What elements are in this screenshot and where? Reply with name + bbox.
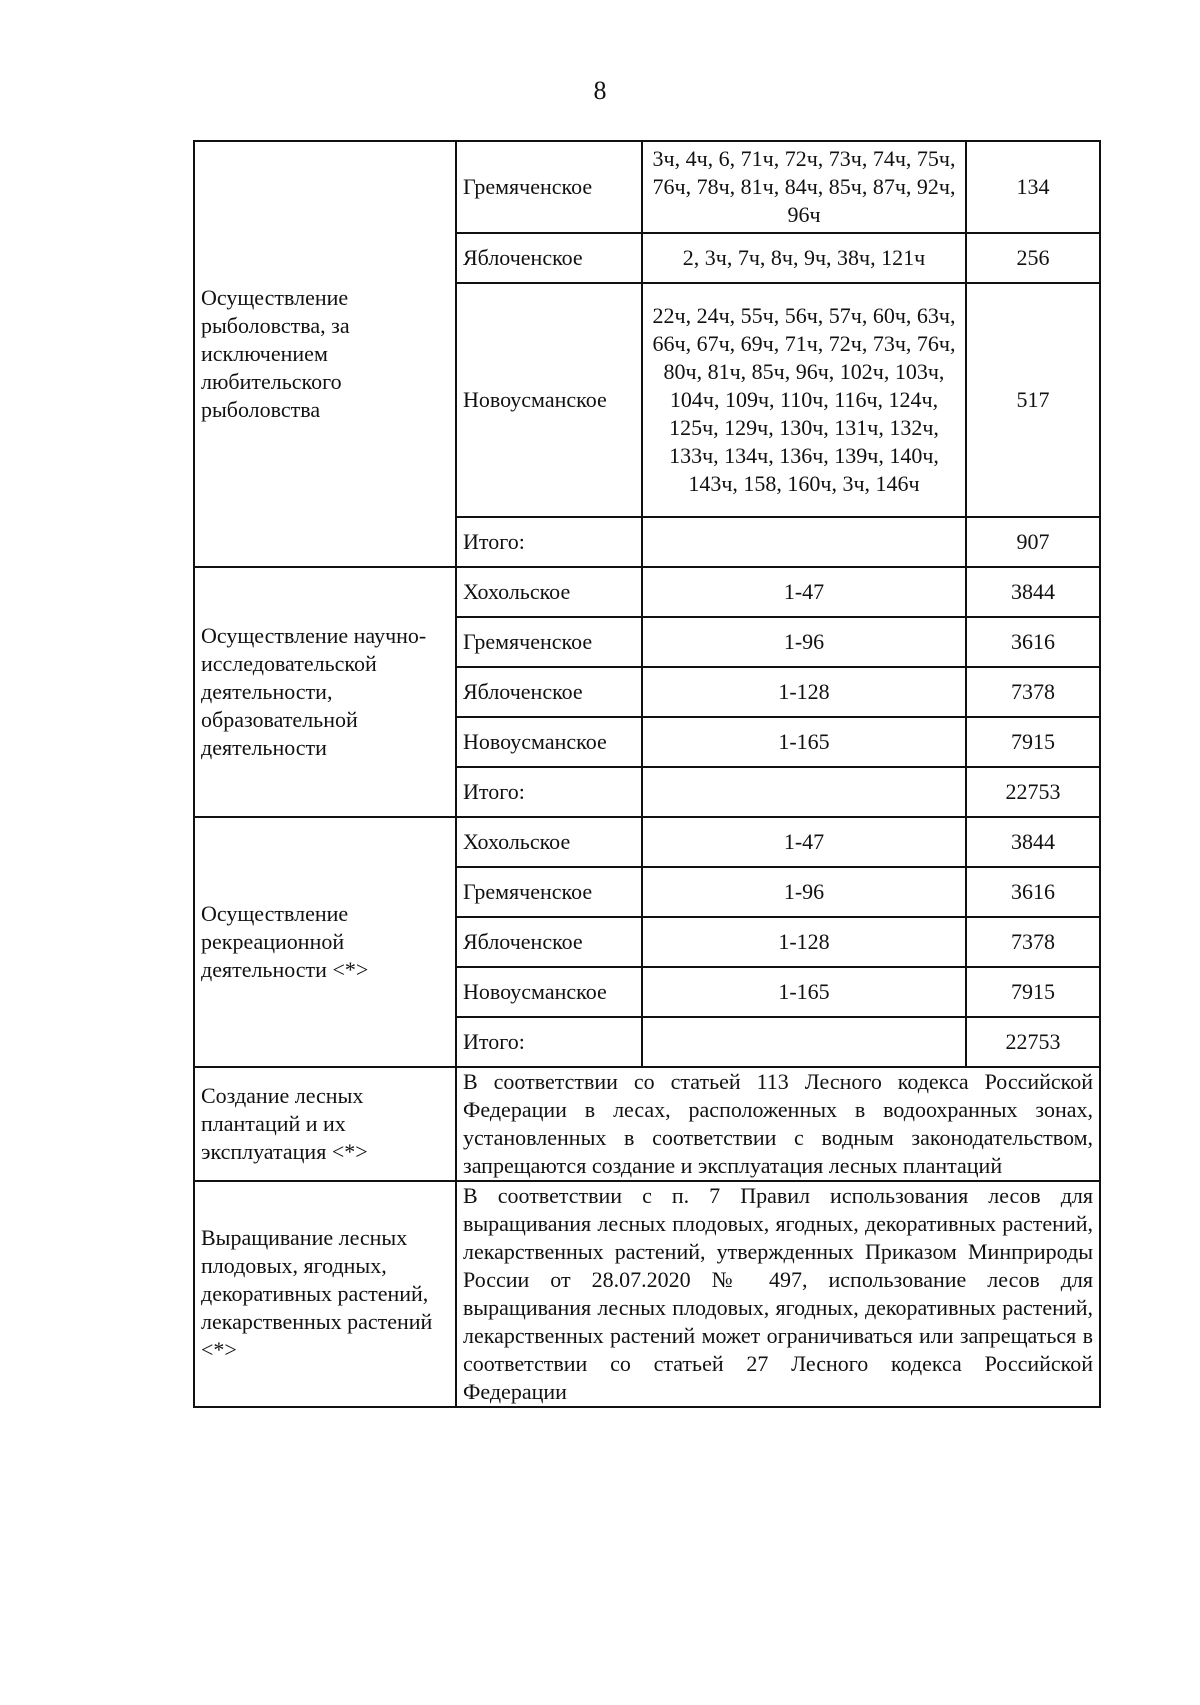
quarters-cell: 1-47 <box>642 567 966 617</box>
activity-cell: Осуществление рыболовства, за исключением любительского рыболовства <box>194 141 456 567</box>
total-area: 907 <box>966 517 1100 567</box>
forestry-cell: Гремяченское <box>456 617 642 667</box>
area-cell: 3616 <box>966 867 1100 917</box>
forest-use-table <box>193 140 1101 1408</box>
area-cell: 3844 <box>966 817 1100 867</box>
activity-cell: Выращивание лесных плодовых, ягодных, декоративных растений, лекарственных растений <*> <box>194 1181 456 1407</box>
quarters-cell: 1-96 <box>642 867 966 917</box>
activity-cell: Создание лесных плантаций и их эксплуатация <*> <box>194 1067 456 1181</box>
area-cell: 7915 <box>966 967 1100 1017</box>
quarters-cell: 2, 3ч, 7ч, 8ч, 9ч, 38ч, 121ч <box>642 233 966 283</box>
area-cell: 256 <box>966 233 1100 283</box>
forestry-cell: Хохольское <box>456 567 642 617</box>
table-row <box>194 817 1100 867</box>
area-cell: 7378 <box>966 667 1100 717</box>
quarters-cell: 1-128 <box>642 917 966 967</box>
total-label: Итого: <box>456 767 642 817</box>
total-area: 22753 <box>966 767 1100 817</box>
activity-cell: Осуществление рекреационной деятельности <*> <box>194 817 456 1067</box>
quarters-cell: 3ч, 4ч, 6, 71ч, 72ч, 73ч, 74ч, 75ч, 76ч, 78ч, 81ч, 84ч, 85ч, 87ч, 92ч, 96ч <box>642 141 966 233</box>
empty-cell <box>642 1017 966 1067</box>
page-number: 8 <box>593 76 607 105</box>
forestry-cell: Яблоченское <box>456 233 642 283</box>
quarters-cell: 1-47 <box>642 817 966 867</box>
area-cell: 3844 <box>966 567 1100 617</box>
quarters-cell: 22ч, 24ч, 55ч, 56ч, 57ч, 60ч, 63ч, 66ч, 67ч, 69ч, 71ч, 72ч, 73ч, 76ч, 80ч, 81ч, 85ч, 96ч, 102ч, 103ч, 104ч, 109ч, 110ч, 116ч, 124ч, 125ч, 129ч, 130ч, 131ч, 132ч, 133ч, 134ч, 136ч, 139ч, 140ч, 143ч, 158, 160ч, 3ч, 146ч <box>642 283 966 517</box>
empty-cell <box>642 767 966 817</box>
area-cell: 517 <box>966 283 1100 517</box>
table-row <box>194 141 1100 233</box>
area-cell: 134 <box>966 141 1100 233</box>
forestry-cell: Новоусманское <box>456 283 642 517</box>
empty-cell <box>642 517 966 567</box>
quarters-cell: 1-96 <box>642 617 966 667</box>
total-label: Итого: <box>456 517 642 567</box>
table-row <box>194 567 1100 617</box>
area-cell: 3616 <box>966 617 1100 667</box>
forestry-cell: Гремяченское <box>456 867 642 917</box>
quarters-cell: 1-165 <box>642 967 966 1017</box>
forestry-cell: Яблоченское <box>456 667 642 717</box>
quarters-cell: 1-165 <box>642 717 966 767</box>
area-cell: 7915 <box>966 717 1100 767</box>
legal-text-cell: В соответствии с п. 7 Правил использования лесов для выращивания лесных плодовых, ягодных, декоративных растений, лекарственных растений, утвержденных Приказом Минприроды России от 28.07.2020 № 497, использование лесов для выращивания лесных плодовых, ягодных, декоративных растений, лекарственных растений может ограничиваться или запрещаться в соответствии со статьей 27 Лесного кодекса Российской Федерации <box>456 1181 1100 1407</box>
forestry-cell: Хохольское <box>456 817 642 867</box>
forestry-cell: Новоусманское <box>456 967 642 1017</box>
forestry-cell: Гремяченское <box>456 141 642 233</box>
activity-cell: Осуществление научно-исследовательской деятельности, образовательной деятельности <box>194 567 456 817</box>
table-row <box>194 1067 1100 1181</box>
area-cell: 7378 <box>966 917 1100 967</box>
forestry-cell: Новоусманское <box>456 717 642 767</box>
forestry-cell: Яблоченское <box>456 917 642 967</box>
legal-text-cell: В соответствии со статьей 113 Лесного кодекса Российской Федерации в лесах, расположенных в водоохранных зонах, установленных в соответствии с водным законодательством, запрещаются создание и эксплуатация лесных плантаций <box>456 1067 1100 1181</box>
total-label: Итого: <box>456 1017 642 1067</box>
total-area: 22753 <box>966 1017 1100 1067</box>
quarters-cell: 1-128 <box>642 667 966 717</box>
table-row <box>194 1181 1100 1407</box>
